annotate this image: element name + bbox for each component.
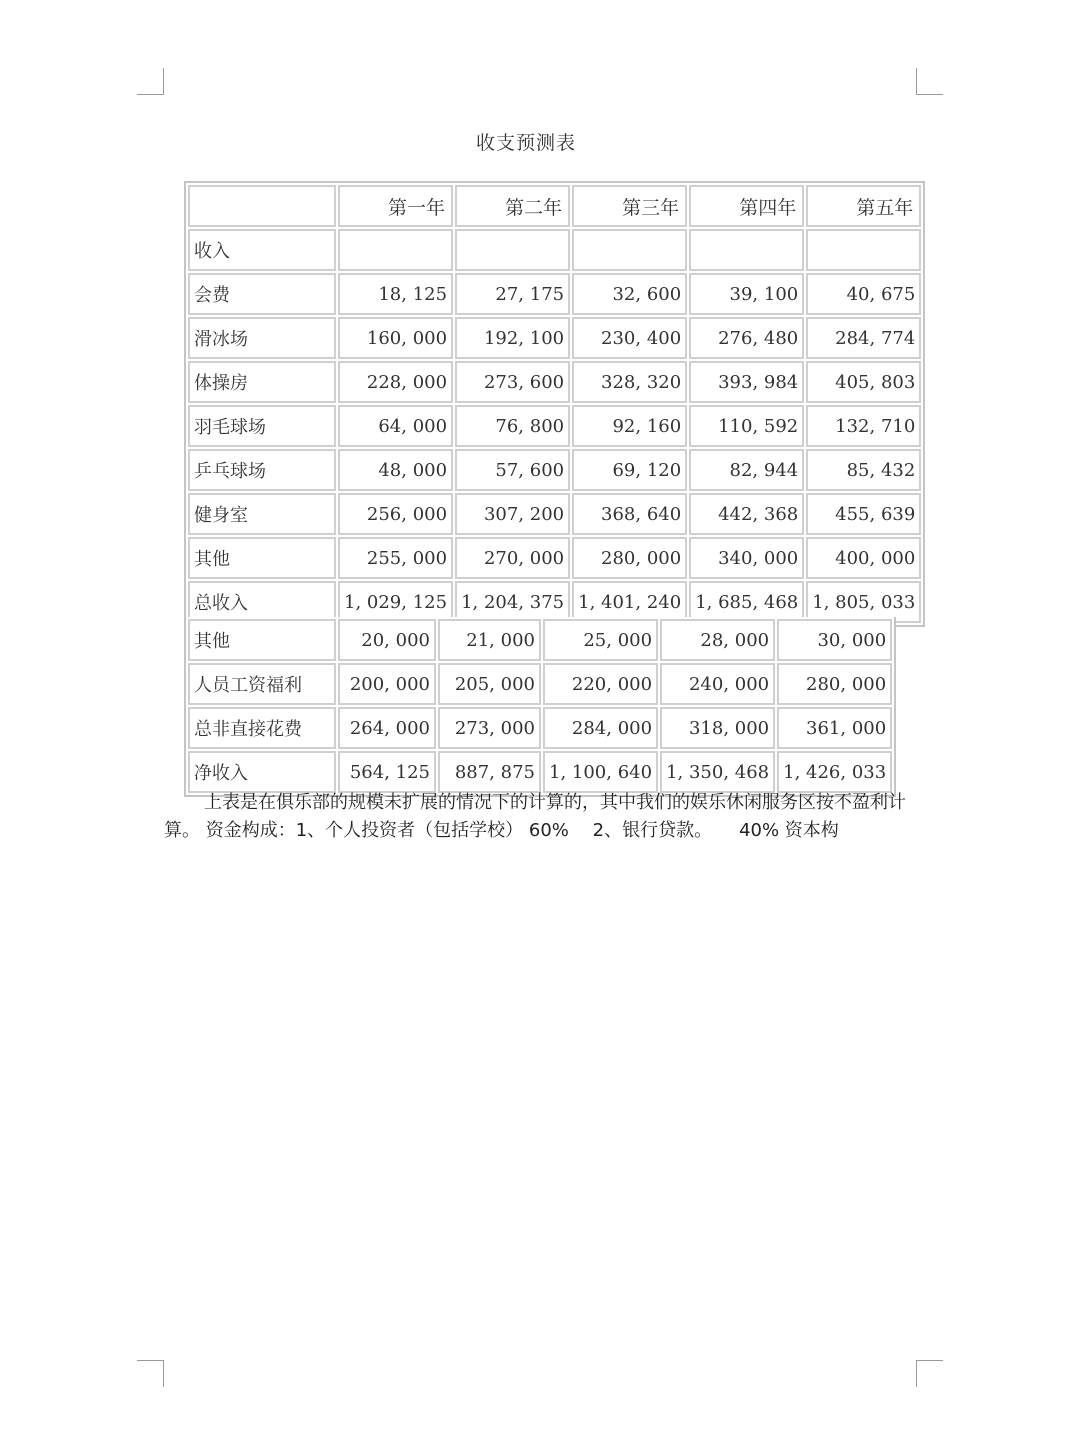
- row-label-cell: 滑冰场: [188, 317, 336, 359]
- value-cell: 442, 368: [689, 493, 804, 535]
- value-cell: 318, 000: [660, 707, 775, 749]
- value-cell: 39, 100: [689, 273, 804, 315]
- row-label-cell: 总非直接花费: [188, 707, 336, 749]
- column-header-cell: 第四年: [689, 185, 804, 227]
- value-cell: 393, 984: [689, 361, 804, 403]
- expense-row: [188, 751, 892, 793]
- value-cell: 228, 000: [338, 361, 453, 403]
- value-cell: 21, 000: [438, 619, 541, 661]
- value-cell: 92, 160: [572, 405, 687, 447]
- value-cell: 1, 685, 468: [689, 581, 804, 623]
- value-cell: 368, 640: [572, 493, 687, 535]
- value-cell: 284, 774: [806, 317, 921, 359]
- value-cell: 280, 000: [572, 537, 687, 579]
- value-cell: 1, 204, 375: [455, 581, 570, 623]
- row-label-cell: 收入: [188, 229, 336, 271]
- value-cell: 400, 000: [806, 537, 921, 579]
- income-row: [188, 537, 921, 579]
- value-cell: 340, 000: [689, 537, 804, 579]
- value-cell: 132, 710: [806, 405, 921, 447]
- expense-table: [184, 617, 896, 797]
- income-row: [188, 405, 921, 447]
- value-cell: 1, 401, 240: [572, 581, 687, 623]
- column-header-cell: 第五年: [806, 185, 921, 227]
- value-cell: 25, 000: [543, 619, 658, 661]
- value-cell: 20, 000: [338, 619, 436, 661]
- value-cell: [572, 229, 687, 271]
- row-label-cell: 羽毛球场: [188, 405, 336, 447]
- row-label-cell: 净收入: [188, 751, 336, 793]
- value-cell: 69, 120: [572, 449, 687, 491]
- row-label-cell: 总收入: [188, 581, 336, 623]
- value-cell: 110, 592: [689, 405, 804, 447]
- income-row: [188, 361, 921, 403]
- row-label-cell: 乒乓球场: [188, 449, 336, 491]
- income-table: [184, 181, 925, 627]
- value-cell: 1, 805, 033: [806, 581, 921, 623]
- value-cell: 1, 426, 033: [777, 751, 892, 793]
- header-row: [188, 185, 921, 227]
- income-row: [188, 229, 921, 271]
- income-row: [188, 449, 921, 491]
- value-cell: 205, 000: [438, 663, 541, 705]
- value-cell: 276, 480: [689, 317, 804, 359]
- income-row: [188, 317, 921, 359]
- value-cell: 240, 000: [660, 663, 775, 705]
- value-cell: 256, 000: [338, 493, 453, 535]
- row-label-cell: 其他: [188, 537, 336, 579]
- column-header-cell: 第二年: [455, 185, 570, 227]
- value-cell: 270, 000: [455, 537, 570, 579]
- value-cell: 230, 400: [572, 317, 687, 359]
- value-cell: 307, 200: [455, 493, 570, 535]
- value-cell: 280, 000: [777, 663, 892, 705]
- note-text: 上表是在俱乐部的规模未扩展的情况下的计算的，其中我们的娱乐休闲服务区按不盈利计算。 资金构成：1、个人投资者（包括学校） 60% 2、银行贷款。 40% 资本构: [164, 792, 906, 841]
- value-cell: 1, 350, 468: [660, 751, 775, 793]
- value-cell: 264, 000: [338, 707, 436, 749]
- value-cell: 1, 100, 640: [543, 751, 658, 793]
- value-cell: 27, 175: [455, 273, 570, 315]
- column-header-cell: 第一年: [338, 185, 453, 227]
- row-label-cell: 体操房: [188, 361, 336, 403]
- value-cell: [806, 229, 921, 271]
- income-row: [188, 273, 921, 315]
- value-cell: 455, 639: [806, 493, 921, 535]
- expense-row: [188, 663, 892, 705]
- expense-row: [188, 707, 892, 749]
- value-cell: 328, 320: [572, 361, 687, 403]
- value-cell: 1, 029, 125: [338, 581, 453, 623]
- crop-mark-bottom-left: [137, 1360, 164, 1387]
- value-cell: 255, 000: [338, 537, 453, 579]
- column-header-cell: 第三年: [572, 185, 687, 227]
- row-label-cell: 健身室: [188, 493, 336, 535]
- row-label-cell: 会费: [188, 273, 336, 315]
- value-cell: 273, 000: [438, 707, 541, 749]
- row-label-cell: 其他: [188, 619, 336, 661]
- value-cell: 28, 000: [660, 619, 775, 661]
- value-cell: 48, 000: [338, 449, 453, 491]
- value-cell: 220, 000: [543, 663, 658, 705]
- crop-mark-bottom-right: [916, 1360, 943, 1387]
- value-cell: 564, 125: [338, 751, 436, 793]
- value-cell: 192, 100: [455, 317, 570, 359]
- table-title: 收支预测表: [475, 132, 576, 154]
- value-cell: [689, 229, 804, 271]
- value-cell: [338, 229, 453, 271]
- crop-mark-top-right: [916, 68, 943, 95]
- row-label-cell: [188, 185, 336, 227]
- expense-row: [188, 619, 892, 661]
- value-cell: 284, 000: [543, 707, 658, 749]
- value-cell: [455, 229, 570, 271]
- crop-mark-top-left: [137, 68, 164, 95]
- value-cell: 18, 125: [338, 273, 453, 315]
- income-row: [188, 493, 921, 535]
- value-cell: 82, 944: [689, 449, 804, 491]
- value-cell: 32, 600: [572, 273, 687, 315]
- value-cell: 200, 000: [338, 663, 436, 705]
- value-cell: 160, 000: [338, 317, 453, 359]
- value-cell: 887, 875: [438, 751, 541, 793]
- value-cell: 273, 600: [455, 361, 570, 403]
- row-label-cell: 人员工资福利: [188, 663, 336, 705]
- value-cell: 64, 000: [338, 405, 453, 447]
- value-cell: 405, 803: [806, 361, 921, 403]
- value-cell: 57, 600: [455, 449, 570, 491]
- value-cell: 361, 000: [777, 707, 892, 749]
- value-cell: 30, 000: [777, 619, 892, 661]
- value-cell: 76, 800: [455, 405, 570, 447]
- value-cell: 85, 432: [806, 449, 921, 491]
- note-paragraph: [164, 789, 916, 845]
- value-cell: 40, 675: [806, 273, 921, 315]
